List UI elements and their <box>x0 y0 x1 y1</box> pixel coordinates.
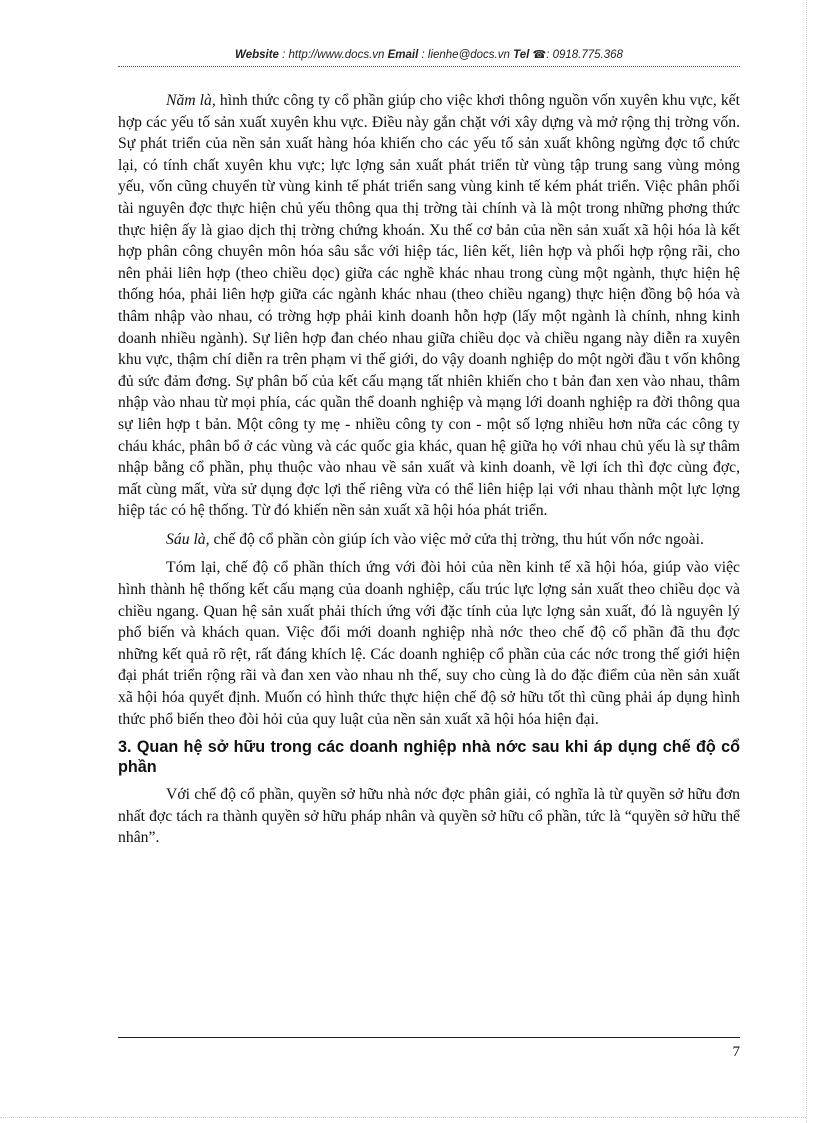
website-label: Website <box>235 49 279 61</box>
paragraph-lead: Năm là, <box>166 92 216 109</box>
paragraph-tom-lai <box>118 557 740 730</box>
paragraph-nam-la <box>118 90 740 522</box>
phone-icon: ☎ <box>532 49 547 61</box>
page-edge-right <box>806 0 807 1123</box>
paragraph-sau-la <box>118 529 740 551</box>
tel-number: : 0918.775.368 <box>546 49 623 61</box>
page-number: 7 <box>732 1044 740 1060</box>
paragraph-final: Với chế độ cổ phần, quyền sở hữu nhà nớc đợc phân giải, có nghĩa là từ quyền sở hữu đơn nhất đợc tách ra thành quyền sở hữu pháp nhân và quyền sở hữu cổ phần, tức là “quyền sở hữu thể nhân”. <box>118 786 740 847</box>
body-text <box>118 90 740 856</box>
paragraph-text: chế độ cổ phần còn giúp ích vào việc mở cửa thị trờng, thu hút vốn nớc ngoài. <box>209 530 704 548</box>
header-divider <box>118 66 740 67</box>
section-heading: 3. Quan hệ sở hữu trong các doanh nghiệp nhà nớc sau khi áp dụng chế độ cổ phần <box>118 738 740 777</box>
paragraph-text: Tóm lại, chế độ cổ phần thích ứng với đòi hỏi của nền kinh tế xã hội hóa, giúp vào việc hình thành hệ thống kết cấu mạng của doanh nghiệp, cấu trúc lực lợng sản xuất theo chiều dọc và chiều ngang. Quan hệ sản xuất phải thích ứng với đặc tính của lực lợng sản xuất, đó là nguyên lý phổ biến và khách quan. Việc đổi mới doanh nghiệp nhà nớc theo chế độ cổ phần đã thu đợc những kết quả rõ rệt, rất đáng khích lệ. Các doanh nghiệp cổ phần của các nớc trong thế giới hiện đại phát triển rộng rãi và đan xen vào nhau nh thế, suy cho cùng là do đặc điểm của nền sản xuất xã hội hóa quyết định. Muốn có hình thức thực hiện chế độ sở hữu tốt thì cũng phải áp dụng hình thức phổ biến theo đòi hỏi của quy luật của nền sản xuất xã hội hóa hiện đại. <box>118 559 740 728</box>
email-label: Email <box>387 49 419 61</box>
tel-label: Tel <box>513 49 530 61</box>
page-edge-bottom <box>0 1117 806 1118</box>
page-header <box>118 48 740 61</box>
email-address: : lienhe@docs.vn <box>421 49 510 61</box>
footer-divider <box>118 1037 740 1038</box>
website-url: : http://www.docs.vn <box>282 49 385 61</box>
paragraph-text: hình thức công ty cổ phần giúp cho việc khơi thông nguồn vốn xuyên khu vực, kết hợp các yếu tố sản xuất xuyên khu vực. Điều này gắn chặt với xây dựng và mở rộng thị trờng vốn. Sự phát triển của nền sản xuất hàng hóa khiến cho các yếu tố sản xuất không ngừng đợc tổ chức lại, có tính chất xuyên khu vực; lực lợng sản xuất phát triển từ vùng tập trung sang vùng mỏng yếu, vốn cũng chuyển từ vùng kinh tế phát triển sang vùng kinh tế kém phát triển. Việc phân phối tài nguyên đợc thực hiện chủ yếu thông qua thị trờng tài chính và là một trong những phơng thức thực hiện ấy là giao dịch thị trờng chứng khoán. Xu thế cơ bản của nền sản xuất xã hội hóa là kết hợp phân công chuyên môn hóa sâu sắc với hiệp tác, liên kết, liên hợp và phối hợp rộng rãi, cho nên phải liên hợp (theo chiều dọc) giữa các nghề khác nhau trong cùng một ngành, thực hiện hệ thống hóa, phải liên hợp giữa các ngành khác nhau (theo chiều ngang) thực hiện đồng bộ hóa và thâm nhập vào nhau, có trờng hợp phải kinh doanh hỗn hợp (lấy một ngành là chính, nhng kinh doanh nhiều ngành). Sự liên hợp đan chéo nhau giữa chiều dọc và chiều ngang này diễn ra xuyên khu vực, thậm chí diễn ra trên phạm vi thế giới, do vậy doanh nghiệp do một ngời đầu t vốn không đủ sức đảm đơng. Sự phân bố của kết cấu mạng tất nhiên khiến cho t bản đan xen vào nhau, thâm nhập vào nhau từ mọi phía, các quần thể doanh nghiệp và mạng lới doanh nghiệp ra đời thông qua sự liên hợp t bản. Một công ty mẹ - nhiều công ty con - một số lợng nhiều hơn nữa các công ty cháu khác, phân bổ ở các vùng và các quốc gia khác, quan hệ giữa họ với nhau chủ yếu là sự thâm nhập bằng cổ phần, phụ thuộc vào nhau về sản xuất và kinh doanh, về lợi ích thì đợc cùng đợc, mất cùng mất, vừa sử dụng đợc lợi thế riêng vừa có thể liên hiệp lại với nhau thành một lực lợng hiệp tác có hệ thống. Từ đó khiến nền sản xuất xã hội hóa phát triển. <box>118 92 740 520</box>
paragraph-lead: Sáu là, <box>166 530 210 548</box>
